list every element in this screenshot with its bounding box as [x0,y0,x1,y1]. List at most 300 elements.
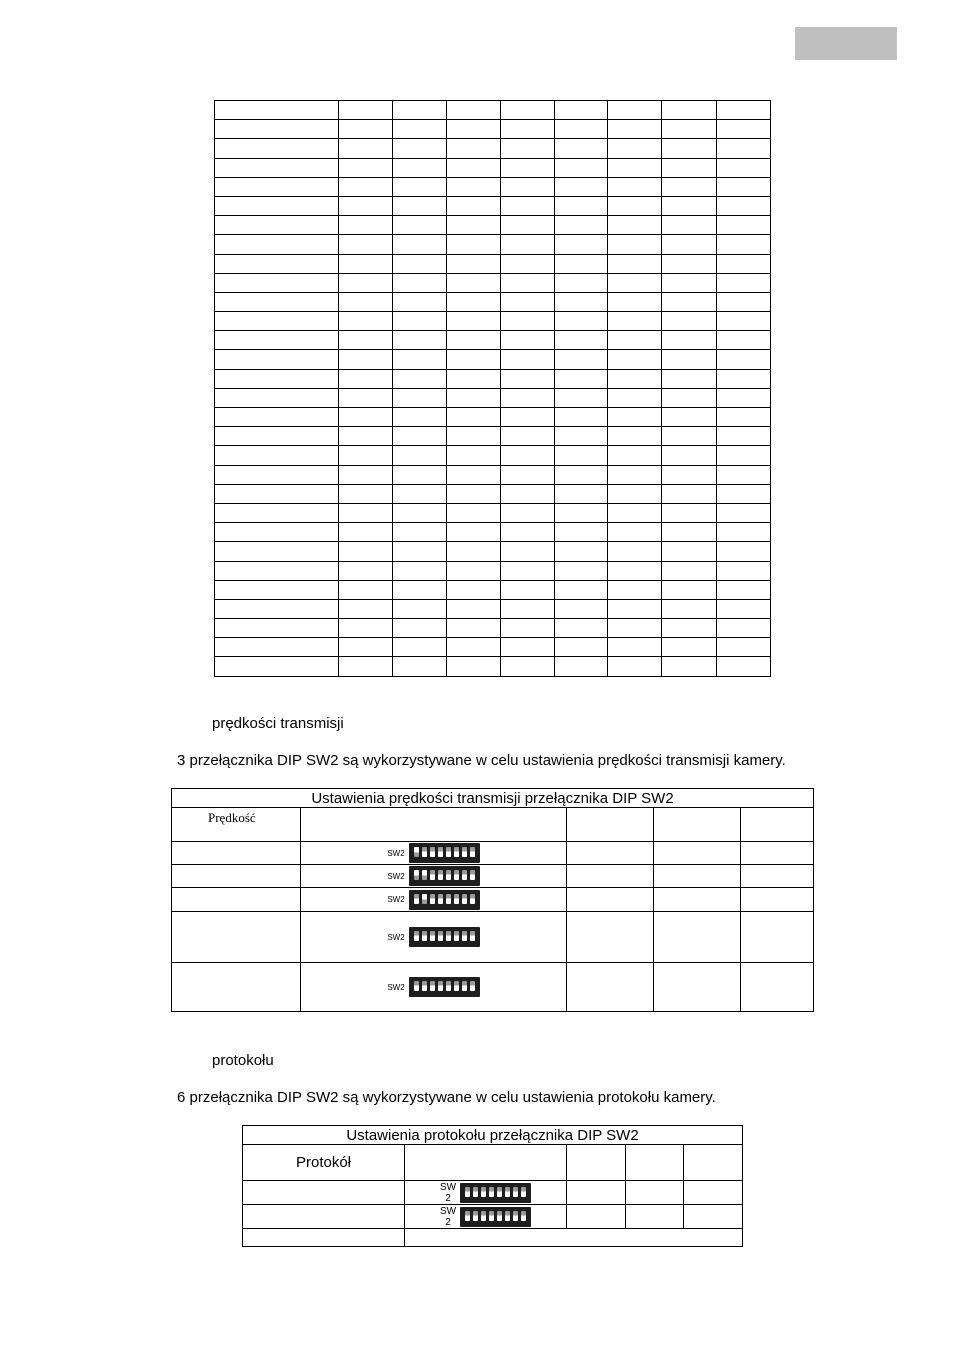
address-table-cell [447,638,501,657]
address-table-cell [339,101,393,120]
address-table-row [215,101,771,120]
address-table-cell [608,235,662,254]
dip-switch-4 [438,981,443,991]
address-table-cell [717,580,771,599]
address-table-cell [555,292,608,311]
address-table-cell [501,446,555,465]
address-table-cell [447,139,501,158]
address-table-cell [555,638,608,657]
address-table-cell [501,331,555,350]
address-table-cell [555,599,608,618]
address-table-cell [447,484,501,503]
address-table-cell [447,312,501,331]
address-table-cell [662,561,717,580]
address-table-cell [608,427,662,446]
address-table-cell [555,657,608,676]
address-table-cell [393,235,447,254]
address-table-cell [662,388,717,407]
address-table-cell [608,331,662,350]
address-table-cell [339,120,393,139]
address-table-cell [393,158,447,177]
address-table-cell [447,369,501,388]
dip-switch-8 [470,981,475,991]
address-table-cell [555,254,608,273]
address-table-cell [555,580,608,599]
dip-switch-3 [430,847,435,857]
address-table-row [215,331,771,350]
address-table-cell [501,408,555,427]
address-table-cell [608,158,662,177]
address-table-cell [555,408,608,427]
address-table-cell [339,542,393,561]
address-table-cell [717,619,771,638]
address-table-cell [555,446,608,465]
address-table-cell [215,503,339,522]
address-table-cell [501,561,555,580]
address-table-cell [501,177,555,196]
address-table-cell [393,331,447,350]
address-table-cell [555,312,608,331]
address-table-cell [447,580,501,599]
address-table-cell [608,503,662,522]
address-table-cell [339,619,393,638]
dip-switch-4 [489,1187,494,1197]
dip-switch-label: SW 2 [439,1205,457,1228]
protocol-section-heading: protokołu [212,1052,274,1069]
address-table-cell [447,120,501,139]
address-table-cell [662,292,717,311]
address-table-cell [447,216,501,235]
address-table-cell [447,292,501,311]
address-table-cell [339,369,393,388]
address-table-cell [447,657,501,676]
address-table-cell [555,503,608,522]
address-table-cell [717,369,771,388]
address-table-cell [608,292,662,311]
address-table-cell [662,580,717,599]
address-table-cell [215,350,339,369]
dip-switch-2 [473,1187,478,1197]
address-table-cell [447,542,501,561]
address-table-cell [608,120,662,139]
address-table-cell [501,216,555,235]
address-table-cell [662,120,717,139]
address-table-cell [608,216,662,235]
address-table-cell [393,599,447,618]
address-table-cell [608,350,662,369]
address-table-cell [608,638,662,657]
dip-switch-4 [438,870,443,880]
address-table-cell [215,101,339,120]
address-table-cell [215,273,339,292]
address-table-cell [393,542,447,561]
address-table-cell [215,542,339,561]
address-table-cell [215,484,339,503]
dip-switch-8 [521,1211,526,1221]
address-table-cell [501,101,555,120]
address-table-cell [501,139,555,158]
dip-switch-bank [409,890,480,910]
address-table-cell [215,331,339,350]
address-table-cell [608,312,662,331]
baud-row [172,963,814,1012]
address-table-cell [447,254,501,273]
address-table-cell [662,235,717,254]
baud-section-paragraph: 3 przełącznika DIP SW2 są wykorzystywane w celu ustawienia prędkości transmisji kamery. [177,752,786,769]
dip-switch-2 [422,870,427,880]
address-table-cell [447,523,501,542]
dip-switch-3 [430,981,435,991]
address-table-row [215,120,771,139]
address-table-cell [215,312,339,331]
dip-switch-label: SW2 [387,982,405,992]
address-table-cell [339,235,393,254]
address-table-cell [339,216,393,235]
dip-switch-label: SW2 [387,895,405,904]
address-table-cell [608,273,662,292]
address-table-cell [717,331,771,350]
address-table-row [215,388,771,407]
dip-switch-6 [454,870,459,880]
address-table-cell [447,101,501,120]
dip-switch-2 [422,894,427,904]
address-table-cell [215,599,339,618]
address-table-row [215,292,771,311]
dip-switch-1 [465,1187,470,1197]
address-table-cell [339,638,393,657]
dip-switch-3 [481,1187,486,1197]
address-table-cell [215,561,339,580]
address-table-cell [339,561,393,580]
dip-switch-1 [414,981,419,991]
address-table-row [215,254,771,273]
address-table-cell [501,292,555,311]
address-table-row [215,196,771,215]
address-table-row [215,523,771,542]
dip-switch-3 [430,931,435,941]
dip-switch-bank [409,927,480,947]
dip-switch-5 [497,1187,502,1197]
protocol-row [243,1229,743,1247]
dip-switch-6 [505,1211,510,1221]
address-table-cell [393,465,447,484]
address-table-row [215,216,771,235]
address-table-cell [447,599,501,618]
dip-switch-2 [422,847,427,857]
dip-switch-bank [409,866,480,886]
address-table-cell [717,465,771,484]
address-table-cell [608,484,662,503]
address-table-cell [717,561,771,580]
address-table-cell [215,465,339,484]
dip-switch-label: SW2 [387,932,405,942]
address-table-cell [447,408,501,427]
address-table-cell [501,657,555,676]
dip-switch-4 [438,847,443,857]
address-table-cell [339,196,393,215]
address-table-cell [608,101,662,120]
address-table-cell [447,331,501,350]
address-table-cell [717,292,771,311]
address-table-cell [393,139,447,158]
address-table-row [215,350,771,369]
address-table-cell [339,350,393,369]
address-table-cell [393,561,447,580]
dip-switch-diagram [405,1182,566,1204]
address-table-cell [215,196,339,215]
baud-row [172,912,814,963]
address-table-row [215,503,771,522]
address-table-row [215,465,771,484]
address-table-cell [501,484,555,503]
address-table-cell [501,542,555,561]
address-table-cell [215,254,339,273]
address-table-cell [339,408,393,427]
address-table-cell [447,177,501,196]
address-table-cell [501,388,555,407]
address-table-cell [393,503,447,522]
address-table-cell [393,523,447,542]
address-table-cell [608,619,662,638]
address-table-cell [608,599,662,618]
address-table-cell [339,580,393,599]
protocol-table [242,1125,743,1247]
address-table-cell [662,657,717,676]
dip-switch-diagram [301,890,566,910]
address-table-cell [555,235,608,254]
address-table-cell [662,427,717,446]
address-table-cell [393,619,447,638]
address-table-cell [447,273,501,292]
dip-switch-label: SW2 [387,848,405,858]
dip-switch-2 [422,981,427,991]
address-table-row [215,580,771,599]
address-table-cell [339,254,393,273]
address-table-cell [393,408,447,427]
address-table-cell [447,196,501,215]
address-table-cell [662,408,717,427]
address-table-cell [608,196,662,215]
address-table-cell [662,158,717,177]
address-table-cell [717,350,771,369]
address-table-cell [447,503,501,522]
address-table-cell [662,503,717,522]
address-table-cell [339,139,393,158]
dip-switch-diagram [405,1206,566,1228]
address-table-cell [501,350,555,369]
address-table-cell [555,216,608,235]
dip-switch-diagram [301,866,566,886]
address-table-cell [662,638,717,657]
dip-switch-7 [513,1187,518,1197]
dip-switch-7 [462,847,467,857]
dip-switch-6 [505,1187,510,1197]
dip-switch-label: SW 2 [439,1181,457,1204]
address-table-row [215,638,771,657]
address-table-cell [717,254,771,273]
dip-switch-8 [470,870,475,880]
address-table-cell [501,580,555,599]
address-table-cell [717,158,771,177]
protocol-column-header: Protokół [243,1145,405,1181]
address-table-cell [717,542,771,561]
address-table-row [215,446,771,465]
dip-switch-6 [454,894,459,904]
address-table-cell [555,427,608,446]
address-settings-table [214,100,771,677]
address-table-cell [339,599,393,618]
dip-switch-5 [446,981,451,991]
address-table-row [215,484,771,503]
address-table-cell [501,158,555,177]
address-table-cell [555,177,608,196]
address-table-cell [339,523,393,542]
dip-switch-diagram [301,977,566,997]
address-table-cell [662,619,717,638]
dip-switch-bank [460,1183,531,1203]
dip-switch-8 [470,931,475,941]
address-table-cell [393,388,447,407]
address-table-cell [717,638,771,657]
address-table-cell [608,580,662,599]
address-table-cell [662,369,717,388]
protocol-table-caption: Ustawienia protokołu przełącznika DIP SW2 [243,1126,743,1145]
address-table-cell [501,273,555,292]
address-table-cell [215,369,339,388]
address-table-cell [501,369,555,388]
address-table-cell [662,216,717,235]
address-table-cell [555,120,608,139]
address-table-cell [393,292,447,311]
address-table-cell [501,465,555,484]
address-table-cell [662,139,717,158]
address-table-row [215,158,771,177]
address-table-cell [662,196,717,215]
dip-switch-bank [460,1207,531,1227]
address-table-cell [555,465,608,484]
address-table-cell [717,101,771,120]
address-table-cell [215,657,339,676]
address-table-cell [393,484,447,503]
address-table-row [215,177,771,196]
baud-row [172,842,814,865]
protocol-row [243,1205,743,1229]
dip-switch-5 [497,1211,502,1221]
address-table-cell [662,254,717,273]
address-table-cell [717,503,771,522]
address-table-row [215,369,771,388]
dip-switch-1 [414,847,419,857]
address-table-cell [662,484,717,503]
address-table-cell [339,273,393,292]
address-table-cell [717,139,771,158]
address-table-cell [662,465,717,484]
address-table-cell [608,369,662,388]
address-table-cell [339,312,393,331]
address-table-row [215,599,771,618]
dip-switch-1 [414,894,419,904]
address-table-cell [662,273,717,292]
dip-switch-5 [446,931,451,941]
address-table-cell [393,101,447,120]
dip-switch-8 [521,1187,526,1197]
address-table-cell [662,177,717,196]
address-table-cell [447,465,501,484]
address-table-cell [501,638,555,657]
address-table-cell [393,273,447,292]
address-table-cell [717,523,771,542]
address-table-row [215,542,771,561]
address-table-cell [501,254,555,273]
dip-switch-diagram [301,927,566,947]
address-table-cell [215,139,339,158]
baud-row [172,865,814,888]
dip-switch-5 [446,870,451,880]
address-table-cell [393,350,447,369]
address-table-cell [215,235,339,254]
address-table-cell [501,120,555,139]
address-table-cell [339,331,393,350]
address-table-cell [501,196,555,215]
dip-switch-3 [430,870,435,880]
address-table-cell [393,216,447,235]
address-table-row [215,235,771,254]
address-table-cell [215,120,339,139]
address-table-cell [608,408,662,427]
address-table-cell [717,599,771,618]
address-table-cell [393,254,447,273]
dip-switch-1 [465,1211,470,1221]
address-table-cell [501,619,555,638]
address-table-row [215,139,771,158]
address-table-cell [447,427,501,446]
address-table-cell [393,369,447,388]
address-table-cell [215,619,339,638]
address-table-cell [447,388,501,407]
address-table-cell [447,158,501,177]
dip-switch-1 [414,931,419,941]
address-table-cell [608,523,662,542]
address-table-cell [555,331,608,350]
address-table-cell [717,196,771,215]
baud-row [172,888,814,912]
address-table-cell [608,446,662,465]
dip-switch-1 [414,870,419,880]
address-table-cell [662,523,717,542]
baud-rate-table [171,788,814,1012]
address-table-cell [555,196,608,215]
address-table-cell [608,465,662,484]
address-table-row [215,312,771,331]
dip-switch-7 [462,894,467,904]
dip-switch-4 [489,1211,494,1221]
address-table-row [215,561,771,580]
address-table-row [215,657,771,676]
speed-column-header: Prędkość [172,808,301,842]
address-table-cell [447,235,501,254]
address-table-cell [717,427,771,446]
protocol-row [243,1181,743,1205]
address-table-cell [339,657,393,676]
address-table-cell [339,427,393,446]
address-table-cell [215,580,339,599]
address-table-cell [215,638,339,657]
address-table-cell [339,177,393,196]
address-table-cell [393,196,447,215]
baud-section-heading: prędkości transmisji [212,715,344,732]
address-table-cell [662,350,717,369]
address-table-row [215,427,771,446]
